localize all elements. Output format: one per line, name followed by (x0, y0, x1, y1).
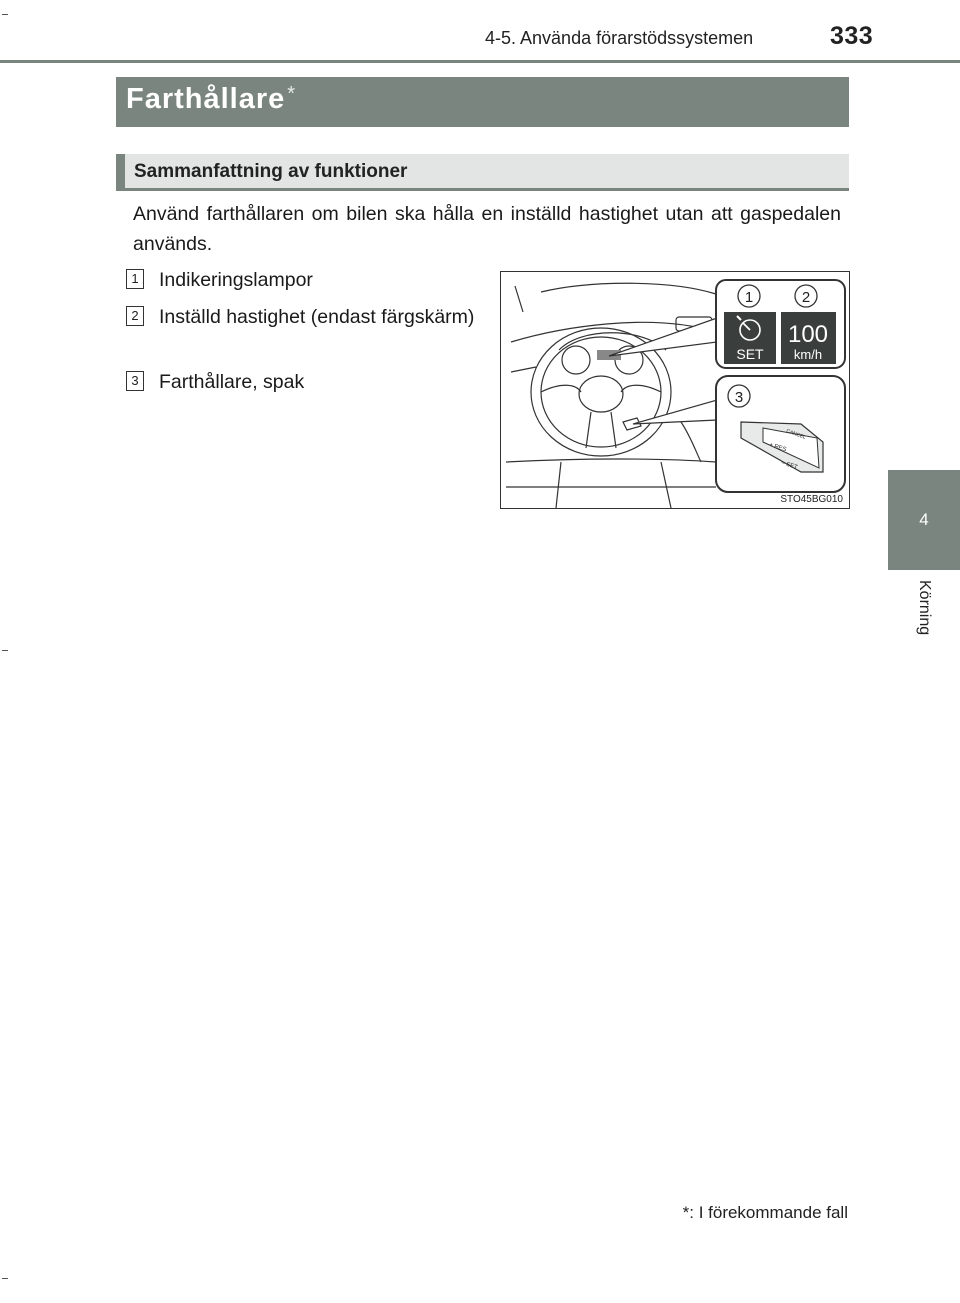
section-title (126, 83, 296, 116)
section-title-text: Farthållare (126, 83, 286, 115)
lever-cancel-label: CANCEL (785, 428, 807, 441)
set-label: SET (736, 346, 764, 362)
subsection-accent (116, 154, 125, 188)
callout-number: 1 (744, 289, 754, 306)
cruise-control-illustration (500, 271, 850, 509)
item-text: Farthållare, spak (159, 371, 305, 393)
asterisk-icon: * (287, 83, 297, 105)
callout-wedge-lever (633, 400, 717, 424)
set-speed-unit: km/h (793, 347, 823, 362)
intro-paragraph: Använd farthållaren om bilen ska hålla en inställd hastighet utan att gaspedalen används. (133, 203, 841, 255)
header-rule (0, 60, 960, 63)
running-header-section: 4-5. Använda förarstödssystemen (485, 28, 754, 48)
figure-code: STO45BG010 (780, 494, 843, 505)
item-number-box: 3 (126, 371, 144, 391)
lever-set-label: – SET (780, 460, 799, 472)
callout-number: 3 (734, 389, 744, 406)
chapter-tab-number: 4 (919, 510, 929, 529)
subsection-title: Sammanfattning av funktioner (134, 161, 408, 182)
chapter-label-text: Körning (916, 580, 933, 636)
callout-wedge-indicator (609, 318, 717, 356)
item-text: Indikeringslampor (159, 269, 313, 291)
chapter-tab[interactable] (888, 470, 960, 570)
item-text: Inställd hastighet (endast färgskärm) (159, 306, 475, 328)
dashboard-drawing (501, 272, 849, 508)
set-speed-value: 100 (787, 321, 829, 348)
crop-mark (2, 650, 8, 651)
callout-number: 2 (801, 289, 811, 306)
chapter-label (888, 580, 960, 660)
item-number-box: 2 (126, 306, 144, 326)
crop-mark (2, 1278, 8, 1279)
footnote-text: : I förekommande fall (689, 1203, 848, 1222)
section-title-bar (116, 77, 849, 127)
crop-mark (2, 14, 8, 15)
lever-res-label: + RES (768, 442, 787, 454)
footnote (660, 1203, 848, 1223)
subsection-bar (116, 154, 849, 191)
page-number: 333 (830, 22, 874, 50)
item-number-box: 1 (126, 269, 144, 289)
dashboard-lines (506, 283, 716, 508)
asterisk-icon: * (682, 1203, 690, 1222)
